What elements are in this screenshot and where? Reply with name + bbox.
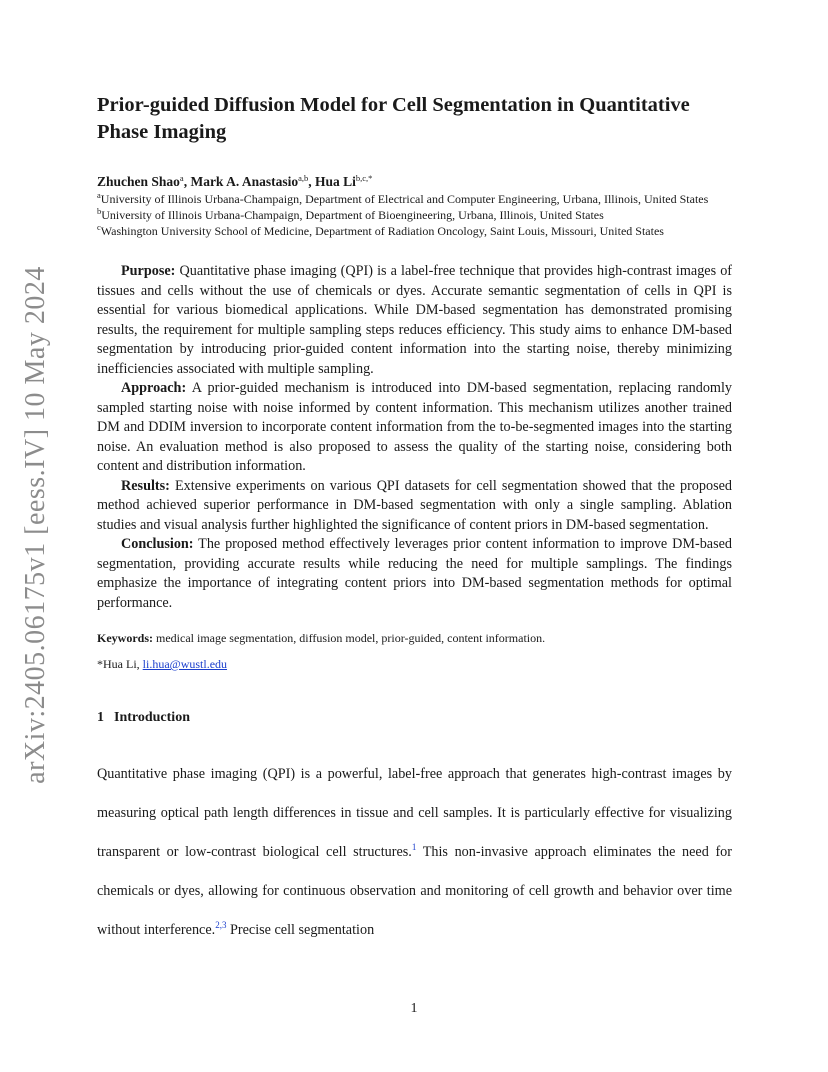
email-link[interactable]: li.hua@wustl.edu [142,657,228,671]
affiliation [97,207,732,223]
author-list [97,173,732,191]
section-title: Introduction [114,710,190,725]
abstract-label: Conclusion: [121,536,194,552]
abstract-label: Approach: [121,380,187,396]
page-number: 1 [410,1001,418,1016]
author-name: Zhuchen Shao [97,174,180,189]
intro-text: Quantitative phase imaging (QPI) is a powerful, label-free approach that generates high-contrast images by measuring optical path length differences in tissue and cell samples. It is particularly effective for visualizing transparent or low-contrast biological cell structures. [97,766,732,860]
affiliation-text: University of Illinois Urbana-Champaign, Department of Bioengineering, Urbana, Illinois, United States [101,208,604,222]
arxiv-id: arXiv:2405.06175v1 [eess.IV] 10 May 2024 [20,266,51,784]
abstract-text: Extensive experiments on various QPI datasets for cell segmentation showed that the proposed method achieved superior performance in DM-based segmentation with only a single sampling. Ablation studies and visual analysis further highlighted the significance of content priors in DM-based segmentation. [97,477,732,533]
author-separator: , [183,174,191,189]
abstract-conclusion [97,535,732,613]
author-affil-mark: b,c,* [355,173,373,183]
arxiv-sidebar-stamp [18,266,54,784]
author-affil-mark: a,b [298,173,309,183]
affiliation-text: University of Illinois Urbana-Champaign, Department of Electrical and Computer Engineering, Urbana, Illinois, United States [100,192,709,206]
author-separator: , [308,174,315,189]
abstract [97,262,732,613]
intro-paragraph [97,755,732,950]
intro-text: Precise cell segmentation [226,922,375,938]
keywords [97,630,732,646]
abstract-purpose [97,262,732,379]
abstract-approach [97,379,732,477]
affiliation [97,223,732,239]
section-number: 1 [97,710,104,725]
corresponding-author-name: *Hua Li, [97,657,140,671]
paper-title: Prior-guided Diffusion Model for Cell Segmentation in Quantitative Phase Imaging [97,94,690,143]
citation-link[interactable]: 2,3 [215,920,227,930]
affiliation-mark: c [97,222,101,232]
affiliation-mark: a [97,190,101,200]
affiliation-text: Washington University School of Medicine, Department of Radiation Oncology, Saint Louis, Missouri, United States [100,224,664,238]
author-name: Hua Li [315,174,356,189]
abstract-text: Quantitative phase imaging (QPI) is a label-free technique that provides high-contrast images of tissues and cells without the use of chemicals or dyes. Accurate semantic segmentation of cells in QPI is essential for various biomedical applications. While DM-based segmentation has demonstrated promising results, the requirement for multiple sampling steps reduces efficiency. This study aims to enhance DM-based segmentation by introducing prior-guided content information into the starting noise, thereby minimizing inefficiencies associated with multiple sampling. [97,263,733,377]
keywords-text: medical image segmentation, diffusion model, prior-guided, content information. [156,631,546,645]
abstract-text: A prior-guided mechanism is introduced into DM-based segmentation, replacing randomly sampled starting noise with noise informed by content information. This mechanism utilizes another trained DM and DDIM inversion to incorporate content information from the to-be-segmented images into the starting noise. An evaluation method is also proposed to assess the quality of the starting noise, considering both content and distribution information. [97,380,732,474]
citation-link[interactable]: 1 [411,842,417,852]
affiliation-mark: b [97,206,102,216]
keywords-label: Keywords: [97,631,153,645]
author-name: Mark A. Anastasio [190,174,299,189]
author-affil-mark: a [179,173,184,183]
abstract-label: Purpose: [121,263,176,279]
abstract-label: Results: [121,477,170,494]
section-heading [97,709,732,727]
paper-page [97,92,732,950]
corresponding-author [97,656,732,672]
abstract-results [97,477,732,536]
affiliation-list [97,191,732,239]
abstract-text: The proposed method effectively leverages prior content information to improve DM-based segmentation, providing accurate results while reducing the need for multiple samplings. The findings emphasize the importance of integrating content priors into DM-based segmentation methods for optimal performance. [97,536,732,611]
affiliation [97,191,732,207]
intro-text: This non-invasive approach eliminates the need for chemicals or dyes, allowing for continuous observation and monitoring of cell growth and behavior over time without interference. [97,844,732,938]
